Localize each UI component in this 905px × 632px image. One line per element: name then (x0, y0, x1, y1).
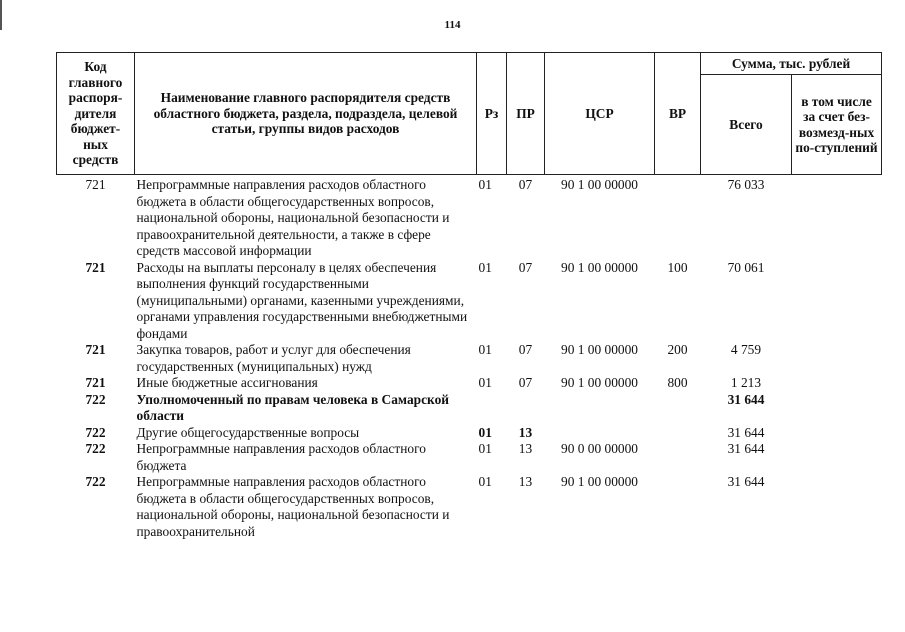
cell-name: Уполномоченный по правам человека в Самарской области (136, 391, 449, 423)
table-row (57, 175, 882, 260)
cell-csr: 90 1 00 00000 (561, 342, 638, 357)
cell-csr (545, 425, 655, 442)
header-vr: ВР (655, 53, 701, 175)
cell-incl (792, 425, 882, 442)
cell-pr: 07 (518, 259, 533, 275)
cell-pr: 07 (518, 375, 533, 390)
cell-vr (655, 175, 701, 260)
cell-total: 31 644 (727, 391, 765, 407)
cell-code: 722 (85, 474, 106, 489)
table-row (57, 441, 882, 474)
cell-vr: 100 (667, 259, 688, 275)
cell-vr (655, 392, 701, 425)
cell-pr: 07 (518, 177, 533, 192)
cell-name: Другие общегосударственные вопросы (136, 424, 360, 440)
cell-incl (792, 474, 882, 540)
cell-pr: 13 (518, 474, 533, 489)
cell-vr: 800 (667, 375, 688, 390)
cell-total: 70 061 (727, 259, 765, 275)
cell-code: 721 (85, 375, 106, 390)
cell-total: 31 644 (727, 441, 765, 456)
header-csr: ЦСР (545, 53, 655, 175)
cell-vr (655, 474, 701, 540)
cell-rz: 01 (478, 177, 492, 192)
table-row (57, 392, 882, 425)
cell-code: 721 (85, 342, 106, 357)
cell-pr: 13 (518, 441, 533, 456)
table-row (57, 260, 882, 343)
cell-incl (792, 441, 882, 474)
header-name: Наименование главного распорядителя средств областного бюджета, раздела, подраздела, целевой статьи, группы видов расходов (135, 53, 477, 175)
cell-total: 31 644 (727, 424, 765, 440)
cell-rz: 01 (478, 375, 492, 390)
cell-code: 721 (85, 259, 106, 275)
cell-total: 4 759 (730, 342, 762, 357)
cell-csr: 90 0 00 00000 (561, 441, 638, 456)
cell-incl (792, 392, 882, 425)
cell-pr: 13 (518, 424, 533, 440)
cell-csr: 90 1 00 00000 (561, 259, 638, 275)
cell-csr (545, 392, 655, 425)
cell-rz: 01 (478, 259, 492, 275)
cell-code: 722 (85, 424, 106, 440)
cell-csr: 90 1 00 00000 (561, 177, 638, 192)
cell-rz: 01 (478, 474, 492, 489)
budget-table (56, 52, 882, 540)
cell-incl (792, 260, 882, 343)
cell-vr (655, 425, 701, 442)
cell-name: Непрограммные направления расходов областного бюджета (136, 441, 426, 473)
cell-code: 721 (85, 177, 106, 192)
cell-name: Расходы на выплаты персоналу в целях обеспечения выполнения функций государственными (муниципальными) органами, казенными учреждениями, органами управления государственными внебюджетными фондами (136, 259, 468, 341)
cell-name: Непрограммные направления расходов областного бюджета в области общегосударственных вопросов, национальной обороны, национальной безопасности и правоохранительной деятельности, а также в сфере средств массовой информации (136, 177, 450, 258)
cell-rz: 01 (478, 424, 492, 440)
cell-total: 76 033 (727, 177, 765, 192)
cell-rz: 01 (478, 441, 492, 456)
header-total: Всего (701, 75, 792, 175)
cell-code: 722 (85, 391, 106, 407)
cell-name: Непрограммные направления расходов областного бюджета в области общегосударственных вопросов, национальной обороны, национальной безопасности и правоохранительной (136, 474, 450, 539)
cell-vr: 200 (667, 342, 688, 357)
table-row (57, 425, 882, 442)
cell-rz (477, 392, 507, 425)
cell-rz: 01 (478, 342, 492, 357)
header-pr: ПР (507, 53, 545, 175)
header-incl: в том числе за счет без-возмезд-ных по-ступлений (792, 75, 882, 175)
cell-total: 1 213 (730, 375, 762, 390)
cell-pr (507, 392, 545, 425)
table-row (57, 342, 882, 375)
table-row (57, 474, 882, 540)
cell-pr: 07 (518, 342, 533, 357)
cell-name: Закупка товаров, работ и услуг для обеспечения государственных (муниципальных) нужд (136, 342, 411, 374)
cell-code: 722 (85, 441, 106, 456)
cell-vr (655, 441, 701, 474)
header-code: Код главного распоря-дителя бюджет-ных средств (57, 53, 135, 175)
cell-incl (792, 375, 882, 392)
header-rz: Рз (477, 53, 507, 175)
cell-incl (792, 342, 882, 375)
cell-incl (792, 175, 882, 260)
cell-csr: 90 1 00 00000 (561, 375, 638, 390)
cell-total: 31 644 (727, 474, 765, 489)
page-number: 114 (444, 19, 461, 31)
header-sum: Сумма, тыс. рублей (701, 53, 882, 75)
cell-name: Иные бюджетные ассигнования (136, 375, 318, 390)
table-row (57, 375, 882, 392)
cell-csr: 90 1 00 00000 (561, 474, 638, 489)
